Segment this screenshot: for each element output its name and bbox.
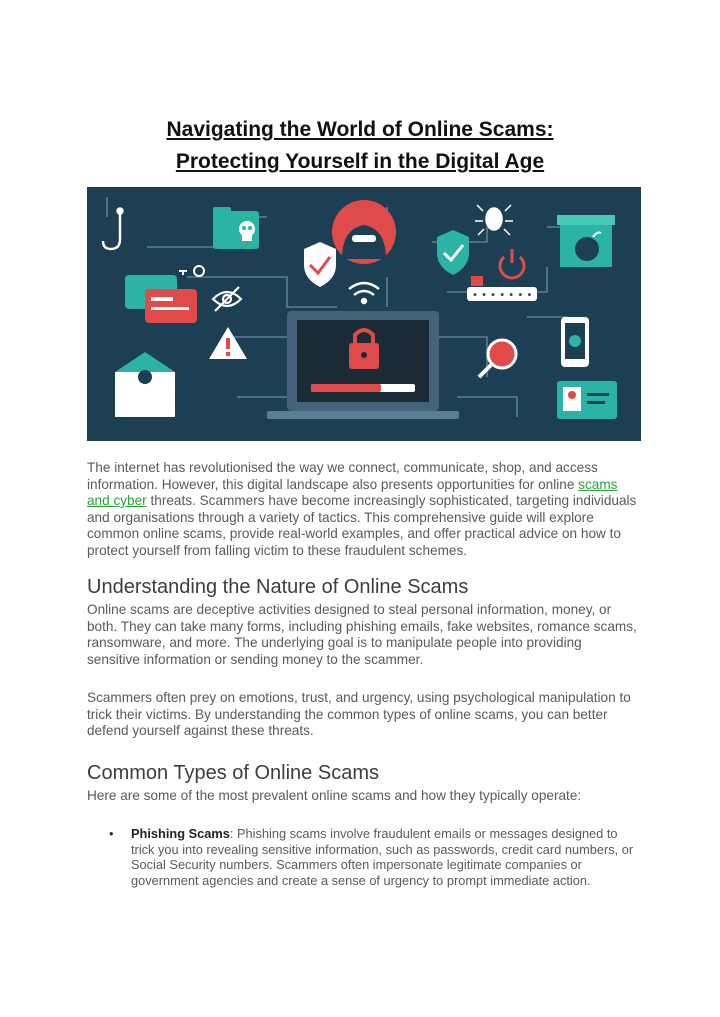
svg-text:• • • • • • •: • • • • • • • [472, 290, 533, 301]
gift-bomb-icon [557, 215, 615, 267]
phone-shield-icon [561, 317, 589, 367]
credit-card-icon [125, 275, 197, 323]
section2-heading: Common Types of Online Scams [87, 762, 379, 784]
laptop-lock-icon [267, 311, 459, 419]
title-line-2: Protecting Yourself in the Digital Age [175, 150, 545, 173]
hero-illustration [87, 187, 641, 441]
bullet-icon: • [109, 826, 114, 841]
hacker-icon [332, 200, 396, 264]
magnifier-icon [479, 340, 516, 377]
password-field-icon [467, 276, 537, 301]
shield-check-icon [304, 242, 336, 287]
intro-paragraph: The internet has revolutionised the way we connect, communicate, shop, and access information. However, this digital landscape also presents opportunities for online scams and cyber threats. Scammers have become increasingly sophisticated, targeting individuals and organisations through a variety of tactics. This comprehensive guide will explore common online scams, provide real-world examples, and offer practical advice on how to protect yourself from falling victim to these fraudulent schemes. [87, 460, 637, 558]
list-item-term: Phishing Scams [131, 826, 230, 841]
scam-types-list [87, 826, 637, 888]
title-line-1: Navigating the World of Online Scams: [166, 118, 554, 141]
fishhook-icon [103, 209, 123, 250]
section1-paragraph-2: Scammers often prey on emotions, trust, and urgency, using psychological manipulation to trick their victims. By understanding the common types of online scams, you can better defend yourself against these threats. [87, 690, 631, 739]
email-bug-icon [115, 352, 175, 417]
document-title [0, 114, 720, 178]
key-icon [179, 266, 204, 276]
bug-icon [475, 205, 513, 235]
warning-icon [209, 327, 247, 359]
power-icon [500, 249, 524, 278]
section2-intro: Here are some of the most prevalent online scams and how they typically operate: [87, 788, 582, 803]
section1-heading: Understanding the Nature of Online Scams [87, 576, 469, 598]
section1-paragraph-1: Online scams are deceptive activities designed to steal personal information, money, or both. They can take many forms, including phishing emails, fake websites, romance scams, ransomware, and more. The underlying goal is to manipulate people into providing sensitive information or sending money to the scammer. [87, 602, 637, 667]
list-item-text: : Phishing scams involve fraudulent emails or messages designed to trick you into revealing sensitive information, such as passwords, credit card numbers, or Social Security numbers. Scammers often impersonate legitimate companies or government agencies and create a sense of urgency to prompt immediate action. [131, 826, 634, 888]
list-item [87, 826, 637, 888]
wifi-icon [349, 283, 379, 303]
shield-check-icon [437, 230, 469, 275]
id-card-icon [557, 381, 617, 419]
scams-and-cyber-link[interactable]: scams and cyber [87, 476, 618, 509]
hidden-eye-icon [213, 287, 241, 311]
folder-skull-icon [213, 207, 259, 249]
